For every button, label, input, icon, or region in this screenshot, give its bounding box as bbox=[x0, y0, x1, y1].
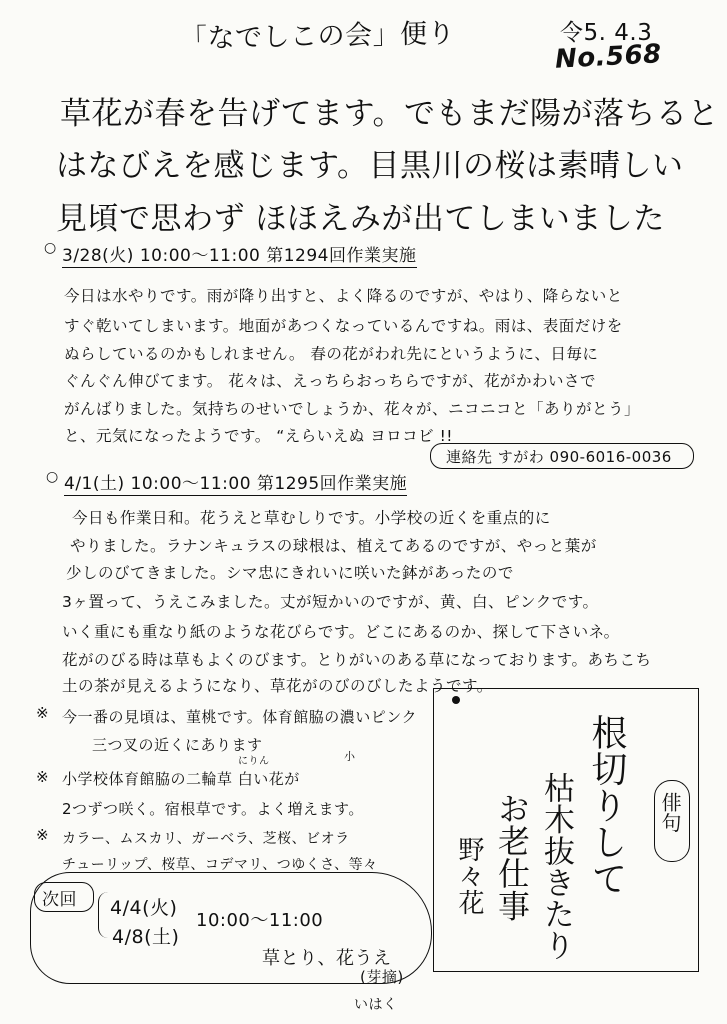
issue-number: No.568 bbox=[554, 39, 663, 75]
next-session-label: 次回 bbox=[42, 890, 77, 910]
haiku-line-3: お老仕事 bbox=[493, 792, 531, 922]
next-footer: いはく bbox=[354, 997, 398, 1013]
intro-line-1: 草花が春を告げてます。でもまだ陽が落ちると bbox=[60, 96, 720, 132]
report2-heading: 4/1(土) 10:00～11:00 第1295回作業実施 bbox=[64, 469, 407, 496]
note-marker: ※ bbox=[36, 826, 50, 844]
note-marker: ※ bbox=[36, 768, 50, 786]
report1-line: がんばりました。気持ちのせいでしょうか、花々が、ニコニコと「ありがとう」 bbox=[64, 400, 641, 418]
report2-line: やりました。ラナンキュラスの球根は、植えてあるのですが、やっと葉が bbox=[70, 537, 597, 555]
newsletter-title: 「なでしこの会」便り bbox=[179, 18, 456, 55]
report2-bullet: ○ bbox=[46, 469, 59, 485]
report2-line: 土の茶が見えるようになり、草花がのびのびしたようです。 bbox=[62, 677, 493, 695]
date-brace bbox=[98, 892, 108, 938]
next-time: 10:00～11:00 bbox=[196, 910, 324, 931]
next-date-1: 4/4(火) bbox=[110, 897, 178, 919]
contact-info: 連絡先 すがわ 090-6016-0036 bbox=[446, 448, 672, 466]
haiku-badge: 俳句 bbox=[658, 792, 682, 833]
haiku-line-1: 根切りして bbox=[586, 714, 627, 897]
report1-line: と、元気になったようです。 “えらいえぬ ヨロコビ !! bbox=[64, 427, 453, 445]
next-tasks: 草とり、花うえ bbox=[262, 948, 392, 969]
report1-line: 今日は水やりです。雨が降り出すと、よく降るのですが、やはり、降らないと bbox=[64, 287, 623, 305]
intro-line-3: 見頃で思わず ほほえみが出てしまいました bbox=[56, 201, 665, 237]
note-2-small-annotation: 小 bbox=[344, 750, 356, 763]
note-3-line-2: チューリップ、桜草、コデマリ、つゆくさ、等々 bbox=[62, 857, 378, 873]
report2-line: 少しのびてきました。シマ忠にきれいに咲いた鉢があったので bbox=[66, 564, 514, 582]
report2-line: 3ヶ置って、うえこみました。丈が短かいのですが、黄、白、ピンクです。 bbox=[62, 593, 599, 611]
note-marker: ※ bbox=[36, 704, 50, 722]
note-1-line-2: 三つ叉の近くにあります bbox=[92, 736, 263, 754]
report1-line: ぐんぐん伸びてます。 花々は、えっちらおっちらですが、花がかわいさで bbox=[64, 372, 597, 390]
note-2-furigana: にりん bbox=[238, 756, 270, 767]
intro-line-2: はなびえを感じます。目黒川の桜は素晴しい bbox=[56, 148, 684, 184]
report1-line: ぬらしているのかもしれません。 春の花がわれ先にというように、日毎に bbox=[64, 345, 599, 363]
note-2-line-2: 2つずつ咲く。宿根草です。よく増えます。 bbox=[62, 800, 364, 818]
report1-heading: 3/28(火) 10:00～11:00 第1294回作業実施 bbox=[62, 241, 417, 268]
note-2-line-1: 小学校体育館脇の二輪草 白い花が bbox=[62, 770, 300, 788]
haiku-line-2: 枯木抜きたり bbox=[538, 772, 574, 961]
report1-line: すぐ乾いてしまいます。地面があつくなっているんですね。雨は、表面だけを bbox=[64, 317, 623, 335]
report2-line: 今日も作業日和。花うえと草むしりです。小学校の近くを重点的に bbox=[72, 509, 551, 527]
report1-bullet: ○ bbox=[44, 240, 57, 256]
next-date-2: 4/8(土) bbox=[112, 926, 180, 948]
haiku-author: 野々花 bbox=[454, 836, 484, 916]
issue-date: 令5. 4.3 bbox=[560, 20, 653, 46]
haiku-dot bbox=[452, 696, 460, 704]
next-tasks-extra: (芽摘) bbox=[360, 968, 404, 986]
report2-line: 花がのびる時は草もよくのびます。とりがいのある草になっております。あちこち bbox=[62, 651, 652, 669]
note-1-line-1: 今一番の見頃は、菫桃です。体育館脇の濃いピンク bbox=[62, 708, 418, 726]
note-3-line-1: カラー、ムスカリ、ガーベラ、芝桜、ビオラ bbox=[62, 831, 350, 847]
report2-line: いく重にも重なり紙のような花びらです。どこにあるのか、探して下さいネ。 bbox=[62, 623, 620, 641]
